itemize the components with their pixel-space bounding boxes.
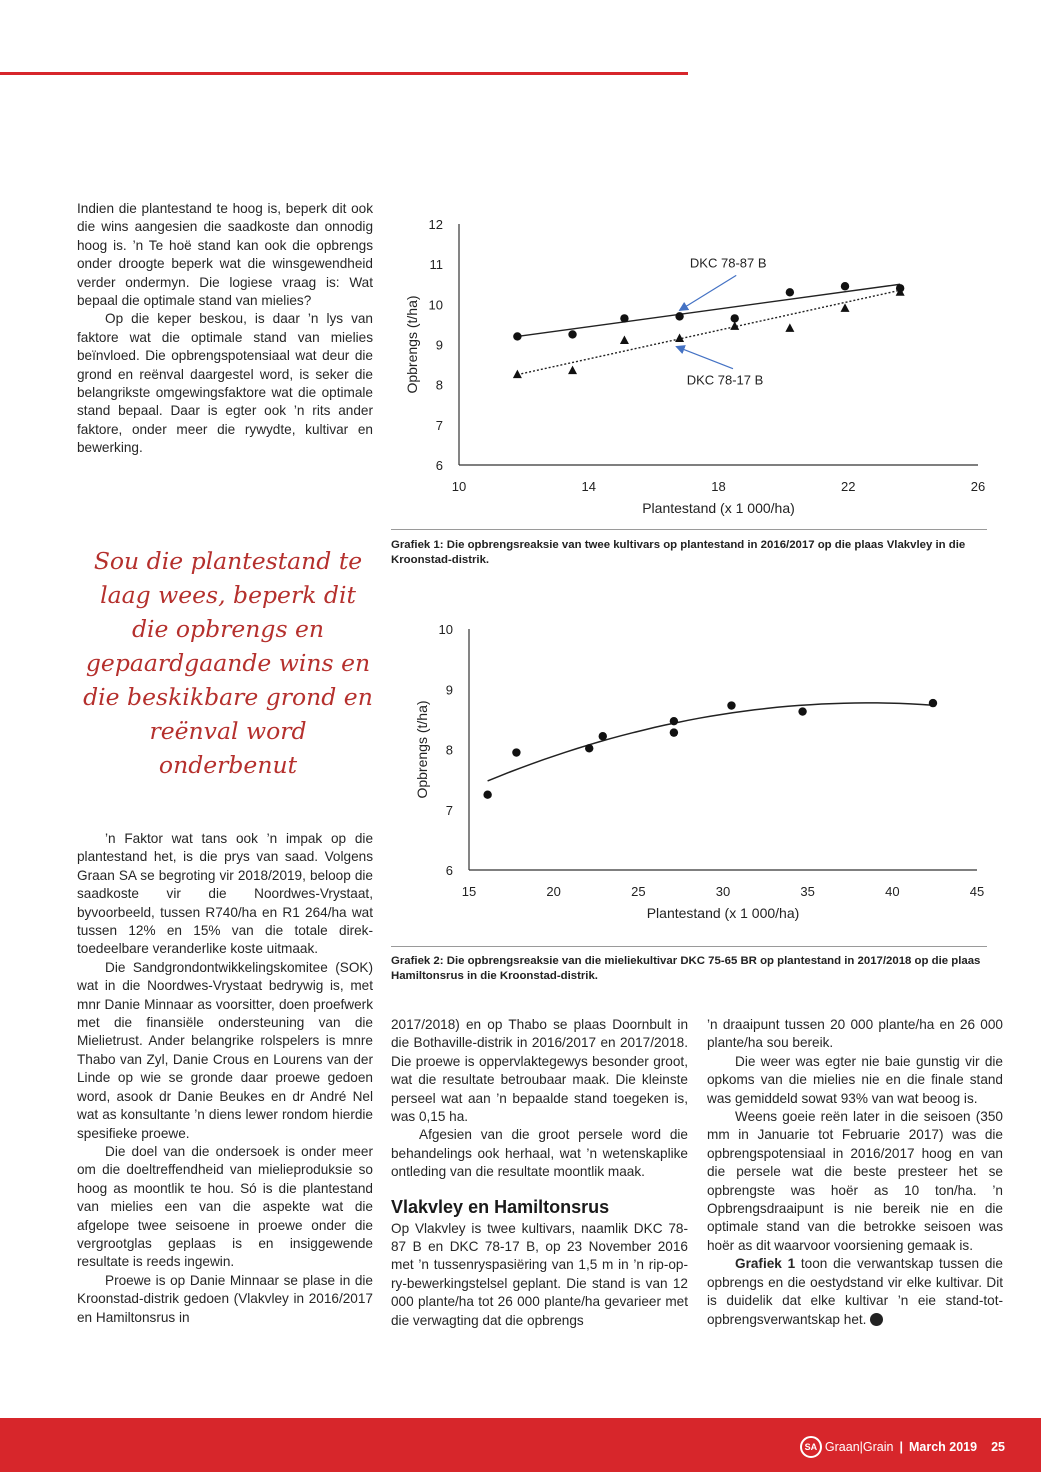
logo-text: Graan|Grain	[824, 1440, 894, 1454]
right-column	[707, 1016, 1003, 1329]
chart-2-rule	[391, 946, 987, 947]
x-tick-label: 15	[461, 884, 477, 899]
y-tick-label: 7	[445, 802, 453, 818]
chart-1	[391, 210, 991, 525]
chart-2-caption: Grafiek 2: Die opbrengsreaksie van die mieliekultivar DKC 75-65 BR op plantestand in 2017/2018 op die plaas Hamiltonsrus in die Kroonstad-distrik.	[391, 955, 981, 982]
x-tick-label: 40	[885, 884, 900, 899]
y-tick-label: 9	[445, 682, 453, 698]
data-point-circle	[727, 701, 735, 709]
chart-1-rule	[391, 529, 987, 530]
issue-date: March 2019	[908, 1440, 978, 1454]
x-tick-label: 20	[546, 884, 561, 899]
pull-quote: Sou die plantestand te laag wees, beperk dit die opbrengs en gepaardgaande wins en die beskikbare grond en reënval word onderbenut	[83, 547, 373, 779]
x-tick-label: 10	[451, 479, 467, 494]
y-tick-label: 6	[435, 458, 443, 473]
data-point-circle	[585, 744, 593, 752]
data-point-triangle	[513, 370, 522, 379]
intro-paragraph-1: Indien die plantestand te hoog is, beperk dit ook die wins aangesien die saadkoste dan onnodig hoog is. ’n Te hoë stand kan ook die opbrengs onder droogte beperk wat die winsgewendheid verder ondermyn. Die logiese vraag is: Wat bepaal die optimale stand van mielies?	[77, 201, 373, 309]
right-paragraph-3: Weens goeie reën later in die seisoen (350 mm in Januarie tot Februarie 2017) was die opbrengspotensiaal in 2016/2017 hoog en van die persele wat die beste presteer het se opbrengste was hoër as 10 ton/ha. ’n Opbrengsdraaipunt is nie bereik nie en die optimale stand van die betrokke seisoen was hoër as dit waarvoor voorsiening gemaak is.	[707, 1109, 1003, 1253]
left-paragraph-1: ’n Faktor wat tans ook ’n impak op die plantestand het, is die prys van saad. Volgens Graan SA se begroting vir 2018/2019, beloop die saadkoste vir die Noordwes-Vrystaat, byvoorbeeld, tussen R740/ha en R1 264/ha wat tussen 12% en 15% van die totale direk-toedeelbare veranderlike koste uitmaak.	[77, 831, 373, 957]
intro-paragraph-2: Op die keper beskou, is daar ’n lys van faktore wat die optimale stand van mielies beïnvloed. Die opbrengspotensiaal wat deur die grond en reënval daargestel word, is seker die belangrikste omgewingsfaktore wat die optimale stand bepaal. Daar is egter ook ’n rits ander faktore, onder meer die rywydte, kultivar en bewerking.	[77, 311, 373, 456]
graan-logo	[800, 1436, 894, 1458]
data-point-circle	[599, 732, 607, 740]
annotation-arrow	[680, 275, 737, 310]
x-tick-label: 18	[711, 479, 726, 494]
figure-reference: Grafiek 1	[735, 1256, 796, 1272]
middle-column	[391, 1016, 688, 1330]
trend-curve	[488, 703, 933, 781]
data-point-circle	[512, 748, 520, 756]
data-point-circle	[731, 314, 739, 322]
logo-mark-icon: SA	[800, 1436, 822, 1458]
middle-paragraph-3: Op Vlakvley is twee kultivars, naamlik DKC 78-87 B en DKC 78-17 B, op 23 November 2016 met ’n tussenryspasiëring van 1,5 m in ’n rip-op-ry-bewerkingstelsel geplant. Die stand is van 12 000 plante/ha tot 26 000 plante/ha gevarieer met die verwagting dat die opbrengs	[391, 1220, 688, 1328]
data-point-circle	[929, 699, 937, 707]
y-axis-label: Opbrengs (t/ha)	[414, 700, 430, 799]
y-axis-label: Opbrengs (t/ha)	[404, 295, 420, 394]
x-tick-label: 14	[581, 479, 596, 494]
right-paragraph-4-text: toon die verwantskap tussen die opbrengs en die oestydstand vir elke kultivar. Dit is duidelik dat elke kultivar ’n eie stand-tot-opbrengsverwantskap het.	[707, 1256, 1003, 1327]
data-point-triangle	[785, 323, 794, 332]
x-axis-label: Plantestand (x 1 000/ha)	[646, 905, 800, 921]
data-point-circle	[513, 332, 521, 340]
header-rule	[0, 72, 688, 75]
footer-separator: |	[899, 1440, 903, 1454]
data-point-circle	[841, 282, 849, 290]
data-point-triangle	[568, 366, 577, 375]
arrow-right-circle-icon: ▶	[870, 1313, 883, 1326]
x-tick-label: 25	[631, 884, 646, 899]
y-tick-label: 10	[438, 622, 453, 637]
chart-2-svg	[391, 615, 991, 935]
y-tick-label: 7	[435, 417, 443, 433]
y-tick-label: 9	[435, 337, 443, 353]
data-point-circle	[670, 717, 678, 725]
x-axis-label: Plantestand (x 1 000/ha)	[642, 500, 795, 516]
y-tick-label: 10	[428, 297, 443, 313]
data-point-circle	[568, 330, 576, 338]
x-tick-label: 26	[970, 479, 986, 494]
x-tick-label: 22	[841, 479, 856, 494]
left-paragraph-4: Proewe is op Danie Minnaar se plase in die Kroonstad-distrik gedoen (Vlakvley in 2016/2017 en Hamiltonsrus in	[77, 1272, 373, 1325]
left-column	[77, 830, 373, 1327]
right-paragraph-1: ’n draaipunt tussen 20 000 plante/ha en 26 000 plante/ha sou bereik.	[707, 1017, 1003, 1051]
data-point-circle	[620, 314, 628, 322]
middle-paragraph-1: 2017/2018) en op Thabo se plaas Doornbult in die Bothaville-distrik in 2016/2017 en 2017/2018. Die proewe is oppervlaktegewys besonder groot, wat die resultate betroubaar maak. Die kleinste perseel wat aan ’n bepaalde stand toegeken is, was 0,15 ha.	[391, 1017, 688, 1125]
series-annotation-label: DKC 78-17 B	[686, 372, 764, 388]
y-tick-label: 8	[445, 742, 453, 758]
footer-info	[800, 1436, 1005, 1458]
series-annotation-label: DKC 78-87 B	[689, 255, 767, 271]
right-paragraph-2: Die weer was egter nie baie gunstig vir die opkoms van die mielies nie en die finale stand was gemiddeld sowat 93% van wat beoog is.	[707, 1053, 1003, 1106]
y-tick-label: 8	[435, 377, 443, 393]
section-heading: Vlakvley en Hamiltonsrus	[391, 1196, 610, 1217]
data-point-circle	[483, 790, 491, 798]
data-point-triangle	[620, 335, 629, 344]
middle-paragraph-2: Afgesien van die groot persele word die behandelings ook herhaal, wat ’n wetenskaplike ontleding van die resultate moontlik maak.	[391, 1127, 688, 1180]
left-paragraph-3: Die doel van die ondersoek is onder meer om die doeltreffendheid van mielieproduksie so hoog as moontlik te hou. Só is die plantestand van mielies een van die aspekte wat die afgelope twee seisoene in proewe onder die vergrootglas geplaas is en insiggewende resultate is reeds ingewin.	[77, 1143, 373, 1270]
x-tick-label: 45	[969, 884, 985, 899]
y-tick-label: 11	[429, 257, 443, 273]
data-point-circle	[670, 728, 678, 736]
chart-2	[391, 615, 991, 940]
chart-1-svg	[391, 210, 991, 520]
data-point-circle	[798, 707, 806, 715]
intro-column	[77, 200, 373, 458]
data-point-triangle	[841, 303, 850, 312]
footer-bar	[0, 1418, 1041, 1472]
x-tick-label: 35	[800, 884, 815, 899]
annotation-arrow	[676, 347, 733, 369]
right-paragraph-4	[707, 1255, 1003, 1329]
left-paragraph-2: Die Sandgrondontwikkelingskomitee (SOK) wat in die Noordwes-Vrystaat bedrywig is, met mnr Danie Minnaar as voorsitter, doen proefwerk met die finansiële ondersteuning van die Mielietrust. Ander belangrike rolspelers is mnre Thabo van Zyl, Danie Crous en Lourens van der Linde op wie se gronde daar proewe gedoen word, asook dr Danie Beukes en dr André Nel wat as konsultante ’n diens lewer rondom hierdie spesifieke proewe.	[77, 959, 373, 1141]
y-tick-label: 12	[428, 217, 443, 232]
page-number: 25	[991, 1440, 1005, 1454]
x-tick-label: 30	[715, 884, 731, 899]
y-tick-label: 6	[445, 863, 453, 878]
data-point-circle	[675, 312, 683, 320]
chart-1-caption: Grafiek 1: Die opbrengsreaksie van twee kultivars op plantestand in 2016/2017 op die plaas Vlakvley in die Kroonstad-distrik.	[391, 539, 966, 566]
data-point-circle	[786, 288, 794, 296]
